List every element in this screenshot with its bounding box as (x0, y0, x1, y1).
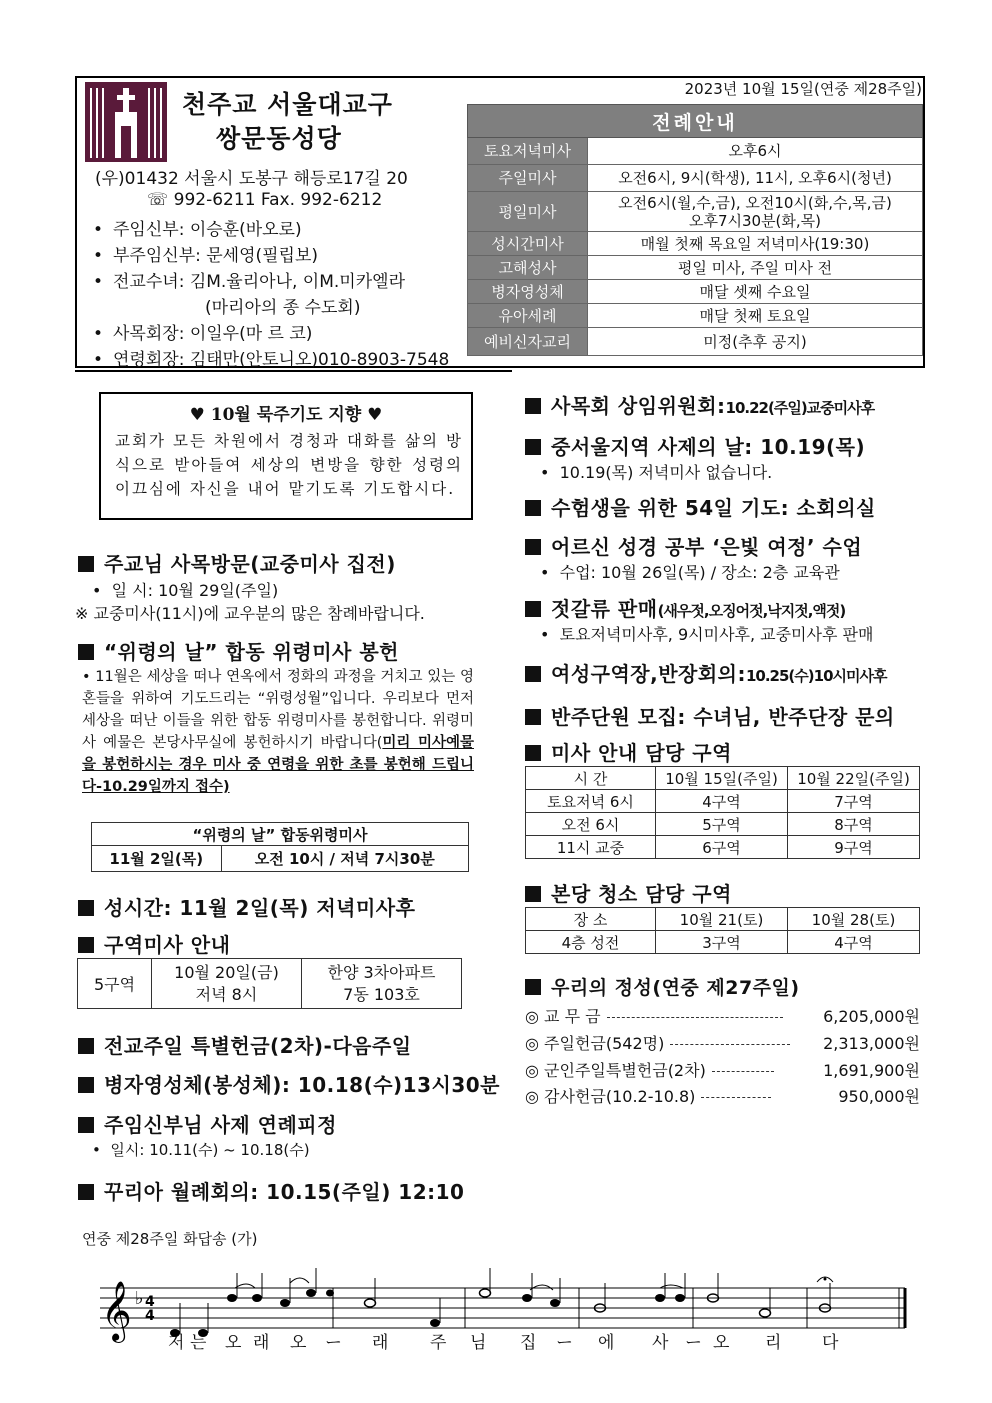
liturgy-key: 성시간미사 (468, 232, 588, 256)
prayer-body: 교회가 모든 차원에서 경청과 대화를 삶의 방식으로 받아들여 세상의 변방을 향한 성령의 이끄심에 자신을 내어 맡기도록 기도합시다. (115, 432, 463, 498)
liturgy-key: 병자영성체 (468, 280, 588, 304)
sick-communion-heading: 병자영성체(봉성체): 10.18(수)13시30분 (78, 1069, 500, 1098)
bulletin-header (75, 76, 925, 368)
music-caption: 연중 제28주일 화답송 (가) (82, 1230, 258, 1248)
liturgy-value: 매월 첫째 목요일 저녁미사(19:30) (588, 232, 923, 256)
offering-row: ◎ 감사헌금(10.2-10.8) 950,000원 (525, 1087, 920, 1106)
liturgy-value: 매달 첫째 토요일 (588, 304, 923, 328)
memorial-table-date: 11월 2일(목) (92, 846, 222, 872)
district-mass-heading: 구역미사 안내 (78, 929, 230, 958)
church-title-line2: 쌍문동성당 (216, 124, 342, 153)
liturgy-value: 오후6시 (588, 138, 923, 165)
retreat-date: • 일시: 10.11(수) ~ 10.18(수) (92, 1141, 310, 1159)
sheet-music-staff (95, 1258, 915, 1378)
liturgy-key: 예비신자교리 (468, 328, 588, 356)
staff-item: • 전교수녀: 김M.율리아나, 이M.미카엘라 (93, 272, 405, 292)
offering-heading: 우리의 정성(연중 제27주일) (525, 973, 800, 1000)
prayer-intention-box (99, 392, 473, 520)
liturgy-key: 평일미사 (468, 192, 588, 232)
divider (75, 370, 512, 372)
choir-recruit-heading: 반주단원 모집: 수녀님, 반주단장 문의 (525, 701, 895, 730)
liturgy-key: 토요저녁미사 (468, 138, 588, 165)
offering-row: ◎ 교 무 금 6,205,000원 (525, 1007, 920, 1026)
staff-item: • 연령회장: 김태만(안토니오)010-8903-7548 (93, 350, 450, 370)
bishop-visit-note: ※ 교중미사(11시)에 교우분의 많은 참례바랍니다. (75, 604, 425, 623)
cleaning-table: 장 소 10월 21(토) 10월 28(토) 4층 성전 3구역 4구역 (525, 907, 920, 954)
liturgy-key: 주일미사 (468, 165, 588, 192)
liturgy-value: 매달 셋째 수요일 (588, 280, 923, 304)
bible-class-heading: 어르신 성경 공부 ‘은빛 여정’ 수업 (525, 531, 862, 560)
priest-day-heading: 중서울지역 사제의 날: 10.19(목) (525, 431, 865, 460)
svg-text:4: 4 (145, 1308, 155, 1324)
mass-guide-table: 시 간 10월 15일(주일) 10월 22일(주일) 토요저녁 6시 4구역 7구역 오전 6시 5구역 8구역 11시 교중 6구역 9구역 (525, 766, 920, 859)
svg-text:4: 4 (145, 1294, 155, 1310)
district-date-cell: 10월 20일(금) 저녁 8시 (152, 959, 302, 1009)
offering-row: ◎ 주일헌금(542명) 2,313,000원 (525, 1034, 920, 1053)
offering-row: ◎ 군인주일특별헌금(2차) 1,691,900원 (525, 1061, 920, 1080)
council-heading: 사목회 상임위원회:10.22(주일)교중미사후 (525, 390, 874, 419)
svg-text:𝄞: 𝄞 (101, 1281, 132, 1341)
bulletin-date: 2023년 10월 15일(연중 제28주일) (684, 80, 922, 98)
staff-item: • 주임신부: 이승훈(바오로) (93, 220, 302, 240)
church-title (182, 88, 393, 156)
memorial-paragraph: • 11월은 세상을 떠나 연옥에서 정화의 과정을 거치고 있는 영혼들을 위하여 기도드리는 “위령성월”입니다. 우리보다 먼저 세상을 떠난 이들을 위한 합동 위령미사를 봉헌합니다. 위령미사 예물은 본당사무실에 봉헌하시기 바랍니다(미리 미사예물을 봉헌하시는 경우 미사 중 연령을 위한 초를 봉헌해 드립니다-10.29일까지 접수) (82, 669, 474, 795)
memorial-table-head: “위령의 날” 합동위령미사 (92, 823, 469, 846)
retreat-heading: 주임신부님 사제 연례피정 (78, 1109, 337, 1138)
cleaning-heading: 본당 청소 담당 구역 (525, 878, 732, 907)
staff-item: (마리아의 종 수도회) (205, 298, 361, 318)
church-address: (우)01432 서울시 도봉구 해등로17길 20 (95, 169, 408, 189)
exam-prayer-heading: 수험생을 위한 54일 기도: 소회의실 (525, 492, 876, 521)
prayer-title: ♥ 10월 묵주기도 지향 ♥ (189, 405, 383, 425)
mass-guide-heading: 미사 안내 담당 구역 (525, 737, 732, 766)
bishop-visit-heading: 주교님 사목방문(교중미사 집전) (78, 548, 396, 577)
curia-heading: 꾸리아 월례회의: 10.15(주일) 12:10 (78, 1176, 464, 1205)
women-meeting-heading: 여성구역장,반장회의:10.25(수)10시미사후 (525, 658, 886, 687)
memorial-table-time: 오전 10시 / 저녁 7시30분 (221, 846, 468, 872)
liturgy-key: 유아세례 (468, 304, 588, 328)
liturgy-value: 오전6시(월,수,금), 오전10시(화,수,목,금) 오후7시30분(화,목) (588, 192, 923, 232)
liturgy-value: 미정(추후 공지) (588, 328, 923, 356)
memorial-heading: “위령의 날” 합동 위령미사 봉헌 (78, 636, 399, 665)
salted-fish-heading: 젓갈류 판매(새우젓,오징어젓,낙지젓,액젓) (525, 593, 845, 622)
liturgy-table (467, 104, 923, 356)
liturgy-value: 평일 미사, 주일 미사 전 (588, 256, 923, 280)
liturgy-value: 오전6시, 9시(학생), 11시, 오후6시(청년) (588, 165, 923, 192)
svg-text:♭: ♭ (135, 1288, 144, 1309)
priest-day-note: • 10.19(목) 저녁미사 없습니다. (540, 463, 773, 482)
district-mass-table (77, 958, 462, 1009)
holy-hour-heading: 성시간: 11월 2일(목) 저녁미사후 (78, 892, 415, 921)
memorial-mass-table (91, 822, 469, 872)
liturgy-title: 전례안내 (468, 105, 923, 138)
district-cell: 5구역 (78, 959, 152, 1009)
staff-item: • 부주임신부: 문세영(필립보) (93, 246, 319, 266)
liturgy-key: 고해성사 (468, 256, 588, 280)
music-lyrics: 저 는 오 래 오 ー 래 주 님 집 ー 에 사 ー 오 리 다 (168, 1333, 839, 1353)
staff-item: • 사목회장: 이일우(마 르 코) (93, 324, 313, 344)
bishop-visit-date: • 일 시: 10월 29일(주일) (92, 581, 279, 600)
mission-sunday-heading: 전교주일 특별헌금(2차)-다음주일 (78, 1030, 412, 1059)
church-title-line1: 천주교 서울대교구 (182, 90, 393, 119)
salted-fish-info: • 토요저녁미사후, 9시미사후, 교중미사후 판매 (540, 625, 874, 644)
bible-class-info: • 수업: 10월 26일(목) / 장소: 2층 교육관 (540, 563, 840, 582)
district-place-cell: 한양 3차아파트 7동 103호 (302, 959, 462, 1009)
church-logo-icon (85, 82, 167, 162)
church-phone: ☏ 992-6211 Fax. 992-6212 (147, 190, 383, 210)
